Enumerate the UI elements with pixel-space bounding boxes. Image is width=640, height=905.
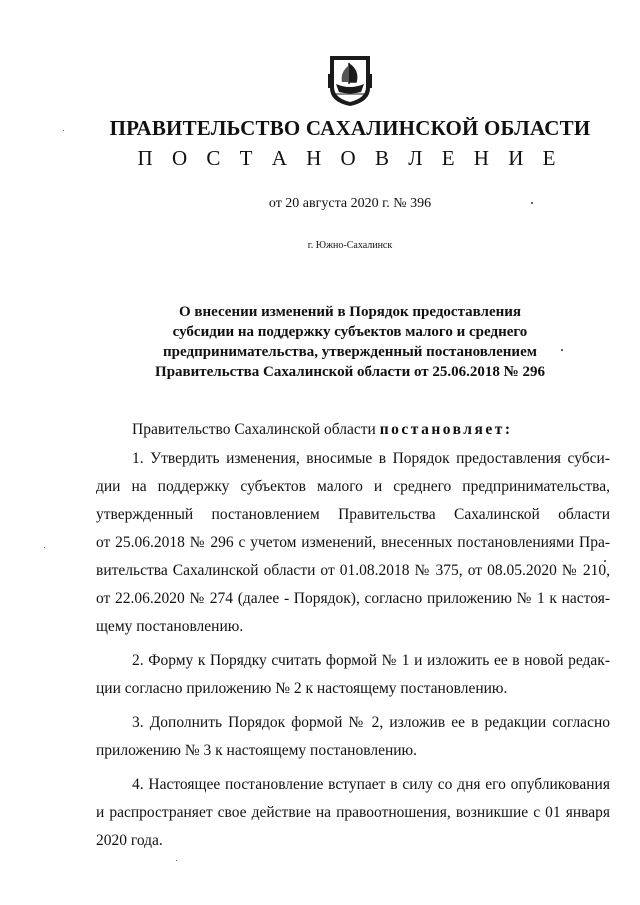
paragraph-4 [96,771,610,799]
scan-speck [531,202,533,204]
paragraph-1-continuation [96,473,610,641]
text-line: 2020 года. [96,832,163,849]
preamble [96,416,610,444]
paragraph-1 [96,445,610,473]
paragraph-2-continuation [96,675,610,703]
paragraph-3 [96,709,610,737]
subject-line: субсидии на поддержку субъектов малого и среднего [172,324,528,340]
document-subject [120,302,580,382]
text-line: утвержденный постановлением Правительства Сахалинской области [96,506,610,523]
document-body [96,416,610,855]
paragraph-4-continuation [96,799,610,855]
document-type: П О С Т А Н О В Л Е Н И Е [137,146,563,170]
scan-speck [176,860,177,861]
scan-speck [561,349,563,351]
text-line: от 22.06.2020 № 274 (далее - Порядок), согласно приложению № 1 к настоя- [96,590,610,607]
text-line: 3. Дополнить Порядок формой № 2, изложив ее в редакции согласно [132,714,610,731]
document-place: г. Южно-Сахалинск [307,240,393,251]
scan-speck [63,130,64,131]
government-title: ПРАВИТЕЛЬСТВО САХАЛИНСКОЙ ОБЛАСТИ [109,116,591,140]
scan-speck [44,547,45,548]
text-line: и распространяет свое действие на правоотношения, возникшие с 01 января [96,804,610,821]
preamble-verb: постановляет: [379,421,513,438]
text-line: ции согласно приложению № 2 к настоящему постановлению. [96,680,508,697]
paragraph-3-continuation [96,737,610,765]
text-line: приложению № 3 к настоящему постановлению. [96,742,417,759]
text-line: щему постановлению. [96,618,244,635]
subject-line: Правительства Сахалинской области от 25.06.2018 № 296 [155,364,545,380]
preamble-text: Правительство Сахалинской области [132,421,380,438]
subject-line: О внесении изменений в Порядок предоставления [178,304,522,320]
document-date-number: от 20 августа 2020 г. № 396 [268,196,432,211]
subject-line: предпринимательства, утвержденный постановлением [163,344,537,360]
text-line: вительства Сахалинской области от 01.08.2018 № 375, от 08.05.2020 № 210, [96,562,610,579]
coat-of-arms-icon [328,54,372,108]
paragraph-2 [96,647,610,675]
text-line: 1. Утвердить изменения, вносимые в Порядок предоставления субси- [132,450,610,467]
scan-speck [604,560,606,562]
text-line: дии на поддержку субъектов малого и среднего предпринимательства, [96,478,610,495]
text-line: 2. Форму к Порядку считать формой № 1 и изложить ее в новой редак- [132,652,610,669]
text-line: 4. Настоящее постановление вступает в силу со дня его опубликования [132,776,610,793]
text-line: от 25.06.2018 № 296 с учетом изменений, внесенных постановлениями Пра- [96,534,610,551]
